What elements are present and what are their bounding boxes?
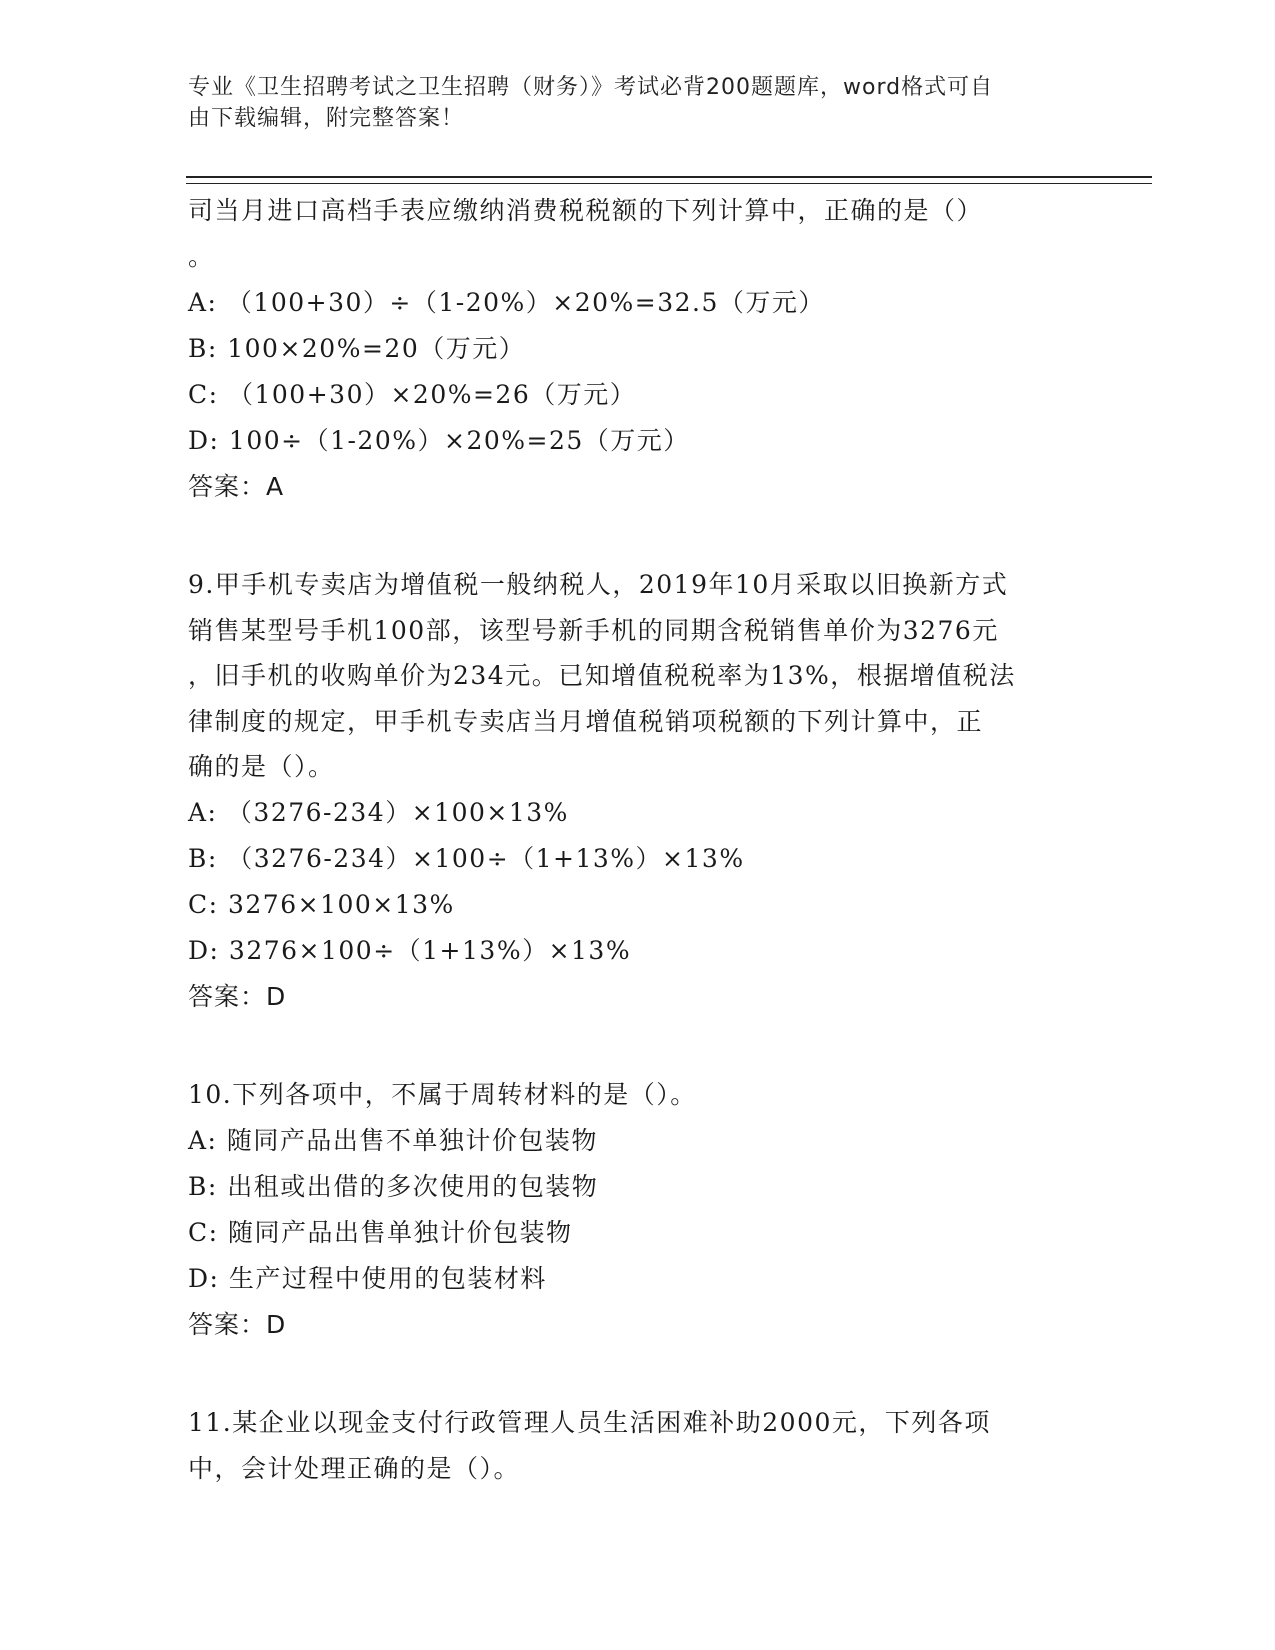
question-stem-line: 中，会计处理正确的是（）。 — [188, 1453, 521, 1483]
header-divider-thin — [186, 183, 1152, 184]
option-b: B: 100×20%=20（万元） — [188, 334, 526, 363]
header-divider-thick — [186, 176, 1152, 178]
option-a: A: （100+30）÷（1-20%）×20%=32.5（万元） — [188, 288, 825, 317]
header-line-2: 由下载编辑，附完整答案！ — [188, 106, 465, 131]
question-10 — [188, 1072, 1088, 1348]
question-stem-line: 11.某企业以现金支付行政管理人员生活困难补助2000元，下列各项 — [188, 1407, 991, 1437]
option-a: A: （3276-234）×100×13% — [188, 797, 569, 827]
header-line-1: 专业《卫生招聘考试之卫生招聘（财务）》考试必背200题题库，word格式可自 — [188, 75, 994, 100]
option-a: A: 随同产品出售不单独计价包装物 — [188, 1125, 598, 1155]
question-9 — [188, 562, 1088, 1020]
option-c: C: 随同产品出售单独计价包装物 — [188, 1217, 573, 1247]
option-d: D: 100÷（1-20%）×20%=25（万元） — [188, 426, 690, 455]
option-d: D: 3276×100÷（1+13%）×13% — [188, 935, 632, 965]
answer-line: 答案：A — [188, 472, 285, 501]
question-stem-line: 司当月进口高档手表应缴纳消费税税额的下列计算中，正确的是（） — [188, 196, 984, 225]
document-header — [188, 72, 1068, 134]
question-stem-line: ，旧手机的收购单价为234元。已知增值税税率为13%，根据增值税法 — [188, 661, 1016, 690]
question-stem-line: 10.下列各项中，不属于周转材料的是（）。 — [188, 1079, 697, 1109]
option-b: B: 出租或出借的多次使用的包装物 — [188, 1171, 599, 1201]
option-b: B: （3276-234）×100÷（1+13%）×13% — [188, 843, 745, 873]
option-c: C: 3276×100×13% — [188, 889, 455, 919]
question-stem-line: 律制度的规定，甲手机专卖店当月增值税销项税额的下列计算中，正 — [188, 706, 984, 736]
question-list — [188, 188, 1088, 1492]
answer-line: 答案：D — [188, 1309, 287, 1339]
option-c: C: （100+30）×20%=26（万元） — [188, 380, 637, 409]
question-stem-line: 。 — [188, 242, 215, 271]
answer-line: 答案：D — [188, 981, 287, 1011]
question-stem-line: 确的是（）。 — [188, 752, 335, 781]
question-stem-line: 9.甲手机专卖店为增值税一般纳税人，2019年10月采取以旧换新方式 — [188, 570, 1009, 599]
question-11 — [188, 1400, 1088, 1492]
option-d: D: 生产过程中使用的包装材料 — [188, 1263, 547, 1293]
question-stem-line: 销售某型号手机100部，该型号新手机的同期含税销售单价为3276元 — [188, 615, 999, 645]
question-8 — [188, 188, 1088, 510]
